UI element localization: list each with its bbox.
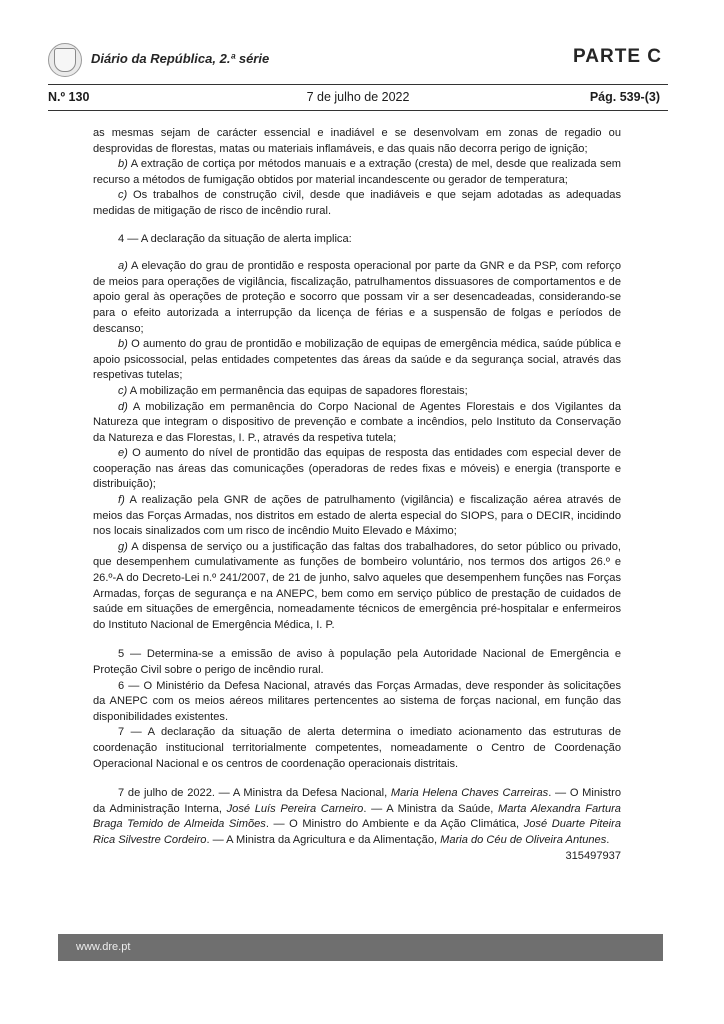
item-a: a) A elevação do grau de prontidão e resposta operacional por parte da GNR e da PSP, com reforço de meios para operações de vigilância, fiscalização, patrulhamentos dissuasores de comportamentos e de apoio geral às operações de proteção e socorro que possam vir a ser desencadeadas, considerando-se para o efeito autorizada a interrupção da licença de férias e a suspensão de folgas e períodos de descanso; xyxy=(93,260,621,335)
document-number: 315497937 xyxy=(565,849,621,862)
document-body xyxy=(93,126,621,864)
item-d: d) A mobilização em permanência do Corpo Nacional de Agentes Florestais e dos Vigilantes da Natureza que integram o dispositivo de prevenção e combate a incêndios, pelo Instituto da Conservação da Natureza e das Florestas, I. P., através da respetiva tutela; xyxy=(93,400,621,444)
clause-c: c) Os trabalhos de construção civil, desde que inadiáveis e que sejam adotadas as adequadas medidas de mitigação de risco de incêndio rural. xyxy=(93,189,621,217)
footer-url[interactable]: www.dre.pt xyxy=(76,941,131,953)
item-b: b) O aumento do grau de prontidão e mobilização de equipas de emergência médica, saúde pública e apoio psicossocial, pelas entidades competentes das áreas da saúde e da segurança social, através das respetivas tutelas; xyxy=(93,338,621,382)
journal-title: Diário da República, 2.ª série xyxy=(91,51,270,66)
item-c: c) A mobilização em permanência das equipas de sapadores florestais; xyxy=(118,384,468,397)
page-footer xyxy=(58,934,663,961)
paragraph-continuation: as mesmas sejam de carácter essencial e inadiável e se desenvolvam em zonas de regadio ou desprovidas de florestas, matas ou materiais inflamáveis, e das quais não decorra perigo de ignição; xyxy=(93,127,621,155)
signatures: 7 de julho de 2022. — A Ministra da Defesa Nacional, Maria Helena Chaves Carreiras. — O Ministro da Administração Interna, José Luís Pereira Carneiro. — A Ministra da Saúde, Marta Alexandra Fartura Braga Temido de Almeida Simões. — O Ministro do Ambiente e da Ação Climática, José Duarte Piteira Rica Silvestre Cordeiro. — A Ministra da Agricultura e da Alimentação, Maria do Céu de Oliveira Antunes. xyxy=(93,787,622,846)
page-header xyxy=(48,43,668,79)
paragraph-6: 6 — O Ministério da Defesa Nacional, através das Forças Armadas, deve responder às solicitações da ANEPC com os meios aéreos militares pertencentes ao sistema de forças nacional, em função das disponibilidades existentes. xyxy=(93,679,621,723)
issue-bar xyxy=(48,90,668,108)
item-g: g) A dispensa de serviço ou a justificação das faltas dos trabalhadores, do setor público ou privado, que desempenhem cumulativamente as funções de bombeiro voluntário, nos termos dos artigos 26.º e 26.º-A do Decreto-Lei n.º 241/2007, de 21 de junho, salvo aqueles que desempenhem funções nas Forças Armadas, forças de segurança e na ANEPC, bem como em serviço público de prestação de cuidados de saúde em situações de emergência, nomeadamente técnicos de emergência pré-hospitalar e enfermeiros do Instituto Nacional de Emergência Médica, I. P. xyxy=(93,540,621,631)
paragraph-4: 4 — A declaração da situação de alerta implica: xyxy=(118,232,352,245)
subheader-rule xyxy=(48,110,668,111)
issue-date: 7 de julho de 2022 xyxy=(306,90,410,104)
item-f: f) A realização pela GNR de ações de patrulhamento (vigilância) e fiscalização aérea através de meios das Forças Armadas, nos distritos em estado de alerta especial do SIOPS, para o DECIR, incidindo nos locais sinalizados com um risco de incêndio Muito Elevado e Máximo; xyxy=(93,494,621,538)
item-e: e) O aumento do nível de prontidão das equipas de resposta das entidades com especial dever de cooperação nas áreas das comunicações (operadoras de redes fixas e móveis) e energia (transporte e distribuição); xyxy=(93,447,621,491)
paragraph-5: 5 — Determina-se a emissão de aviso à população pela Autoridade Nacional de Emergência e Proteção Civil sobre o perigo de incêndio rural. xyxy=(93,648,621,676)
page-number: Pág. 539-(3) xyxy=(589,90,660,104)
clause-b: b) A extração de cortiça por métodos manuais e a extração (cresta) de mel, desde que realizada sem recurso a métodos de fumigação obtidos por material incandescente ou gerador de temperatura; xyxy=(93,158,621,186)
part-label: PARTE C xyxy=(573,46,662,67)
header-rule xyxy=(48,84,668,85)
issue-number: N.º 130 xyxy=(48,90,90,104)
paragraph-7: 7 — A declaração da situação de alerta determina o imediato acionamento das estruturas de coordenação institucional territorialmente competentes, nomeadamente o Centro de Coordenação Operacional Nacional e os centros de coordenação operacionais distritais. xyxy=(93,726,621,770)
republic-seal-icon xyxy=(48,43,82,77)
